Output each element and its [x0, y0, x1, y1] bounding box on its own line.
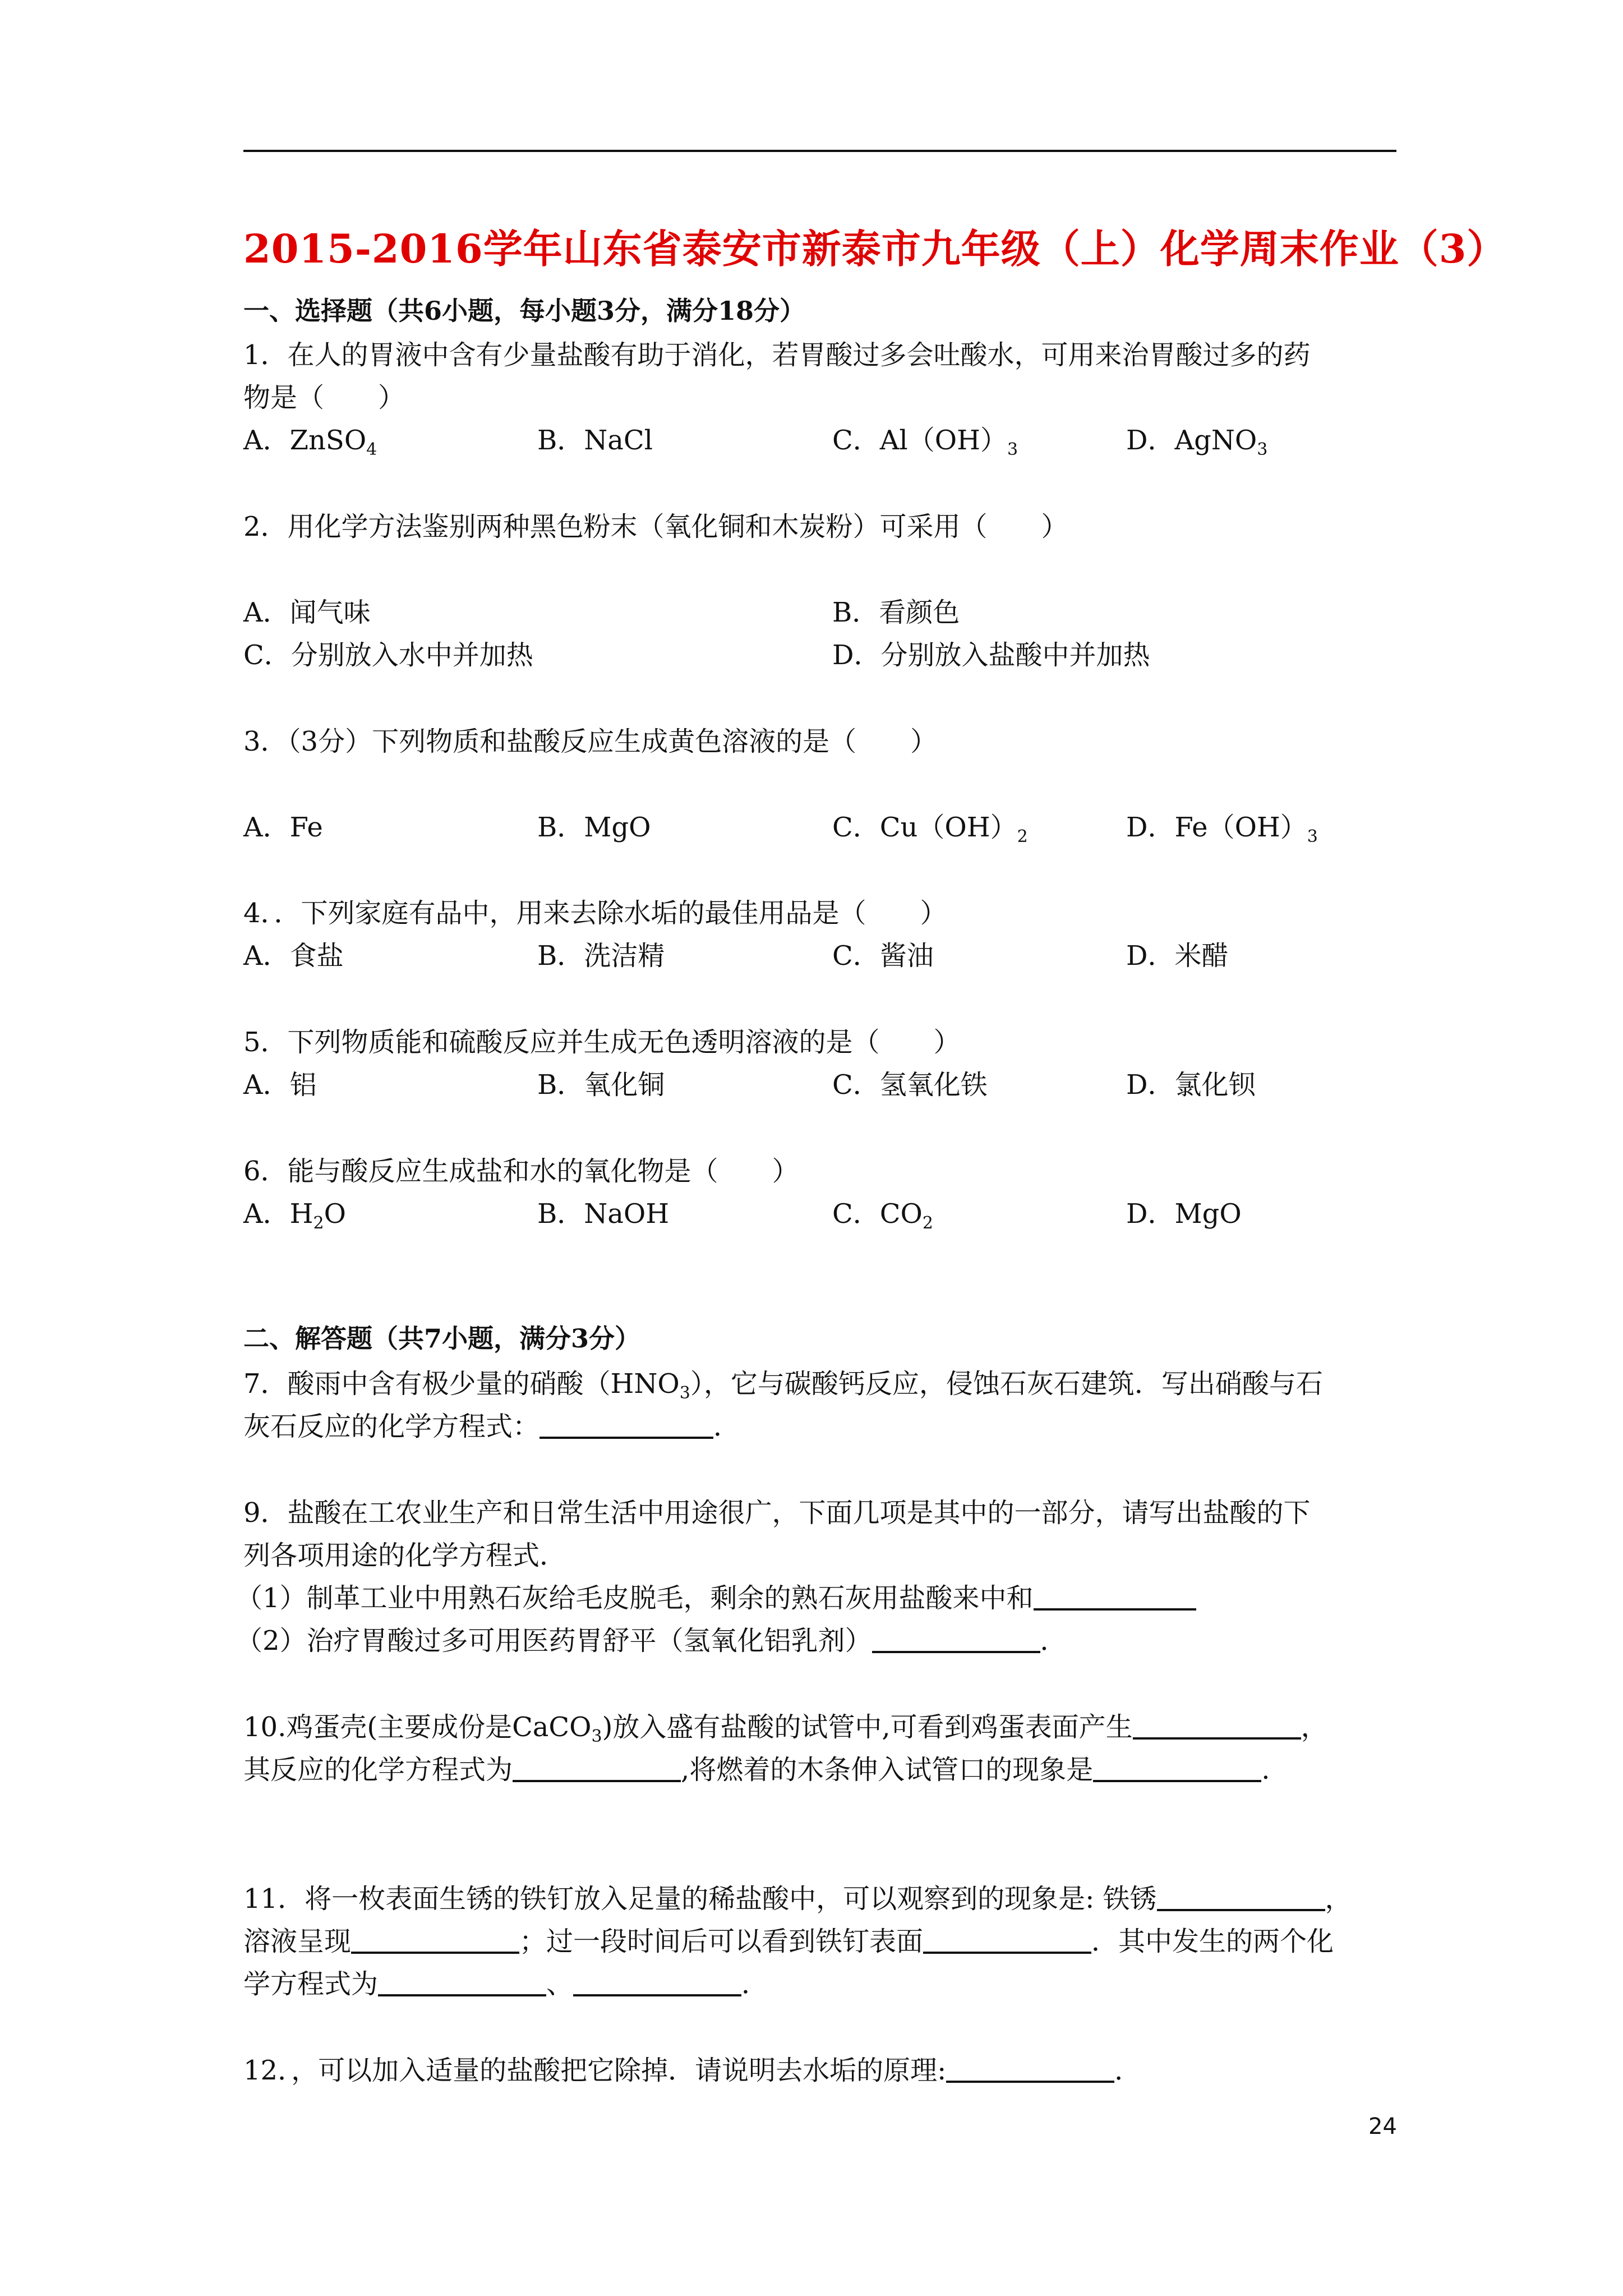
q1-option-c: C．$Al(OH)_3$ [832, 425, 1018, 459]
q5-option-b: B．氧化铜 [537, 1069, 665, 1101]
q4-stem: 4．．下列家庭有品中，用来去除水垢的最佳用品是（ ） [243, 898, 947, 929]
q4-option-c: C．酱油 [832, 940, 934, 972]
q4-option-d: D．米醋 [1126, 940, 1229, 972]
q2-option-a: A．闻气味 [243, 597, 371, 628]
q3-option-a: A．Fe [243, 812, 323, 843]
q10-line2: 其反应的化学方程式为 ,将燃着的木条伸入试管口的现象是 . [243, 1754, 1270, 1786]
header-rule [243, 150, 1396, 152]
q10-line1: 10.鸡蛋壳(主要成份是CaCO$_3$)放入盛有盐酸的试管中,可看到鸡蛋表面产生 ， [243, 1711, 1328, 1746]
q6-option-a: A．$H_2O$ [243, 1198, 346, 1233]
q5-stem: 5．下列物质能和硫酸反应并生成无色透明溶液的是（ ） [243, 1027, 961, 1058]
q3-option-c: C．$Cu(OH)_2$ [832, 812, 1028, 846]
q3-stem: 3．（3分）下列物质和盐酸反应生成黄色溶液的是（ ） [243, 726, 938, 757]
q12-blank[interactable] [946, 2056, 1114, 2083]
q10-blank-2[interactable] [513, 1755, 681, 1782]
section-1-heading: 一、选择题（共6小题，每小题3分，满分18分） [243, 296, 806, 326]
q6-stem: 6．能与酸反应生成盐和水的氧化物是（ ） [243, 1156, 799, 1187]
q11-blank-3[interactable] [923, 1927, 1091, 1954]
q11-line3: 学方程式为 、 ． [243, 1968, 769, 2000]
q3-option-d: D．$Fe(OH)_3$ [1126, 812, 1318, 846]
q7-line2: 灰石反应的化学方程式： ． [243, 1411, 741, 1442]
q11-line1: 11．将一枚表面生锈的铁钉放入足量的稀盐酸中，可以观察到的现象是: 铁锈 ， [243, 1883, 1352, 1915]
q1-option-a: A．ZnSO$_4$ [243, 425, 377, 459]
q9-line2: 列各项用途的化学方程式． [243, 1540, 567, 1571]
q11-blank-5[interactable] [573, 1970, 741, 1996]
q4-option-a: A．食盐 [243, 940, 344, 972]
q2-option-d: D．分别放入盐酸中并加热 [832, 639, 1150, 671]
q3-option-b: B．MgO [537, 812, 651, 843]
q9-sub1-blank[interactable] [1034, 1584, 1196, 1611]
q2-stem: 2．用化学方法鉴别两种黑色粉末（氧化铜和木炭粉）可采用（ ） [243, 511, 1068, 542]
q2-option-c: C．分别放入水中并加热 [243, 639, 533, 671]
q7-line1: 7．酸雨中含有极少量的硝酸$(HNO_3)$，它与碳酸钙反应，侵蚀石灰石建筑．写出硝酸与石 [243, 1368, 1323, 1403]
q5-option-a: A．铝 [243, 1069, 317, 1101]
q9-sub1: （1）制革工业中用熟石灰给毛皮脱毛，剩余的熟石灰用盐酸来中和 [236, 1576, 1196, 1615]
q1-option-d: D．AgNO$_3$ [1126, 425, 1268, 459]
q10-blank-3[interactable] [1093, 1755, 1261, 1782]
q1-stem-line2: 物是（ ） [243, 382, 405, 413]
q5-option-d: D．氯化钡 [1126, 1069, 1256, 1101]
q6-option-d: D．MgO [1126, 1198, 1242, 1230]
section-2-heading: 二、解答题（共7小题，满分3分） [243, 1323, 641, 1354]
q9-sub2-blank[interactable] [872, 1626, 1040, 1653]
q9-sub2: （2）治疗胃酸过多可用医药胃舒平（氢氧化铝乳剂） ． [236, 1625, 1067, 1657]
page-title: 2015-2016学年山东省泰安市新泰市九年级（上）化学周末作业（3） [243, 226, 1507, 272]
q11-blank-2[interactable] [351, 1927, 519, 1954]
q7-answer-blank[interactable] [540, 1412, 713, 1439]
q11-blank-4[interactable] [378, 1970, 546, 1996]
q1-stem-line1: 1．在人的胃液中含有少量盐酸有助于消化，若胃酸过多会吐酸水，可用来治胃酸过多的药 [243, 339, 1311, 371]
q12-line1: 12．，可以加入适量的盐酸把它除掉．请说明去水垢的原理: ． [243, 2055, 1142, 2086]
q6-option-b: B．NaOH [537, 1198, 670, 1230]
q9-line1: 9．盐酸在工农业生产和日常生活中用途很广，下面几项是其中的一部分，请写出盐酸的下 [243, 1497, 1311, 1529]
q10-blank-1[interactable] [1133, 1713, 1301, 1740]
q2-option-b: B．看颜色 [832, 597, 960, 628]
page-number: 24 [1368, 2114, 1397, 2139]
q11-blank-1[interactable] [1157, 1884, 1325, 1911]
q5-option-c: C．氢氧化铁 [832, 1069, 988, 1101]
q1-option-b: B．NaCl [537, 425, 653, 456]
q6-option-c: C．$CO_2$ [832, 1198, 933, 1233]
q11-line2: 溶液呈现 ；过一段时间后可以看到铁钉表面 ．其中发生的两个化 [243, 1926, 1334, 1957]
q4-option-b: B．洗洁精 [537, 940, 665, 972]
